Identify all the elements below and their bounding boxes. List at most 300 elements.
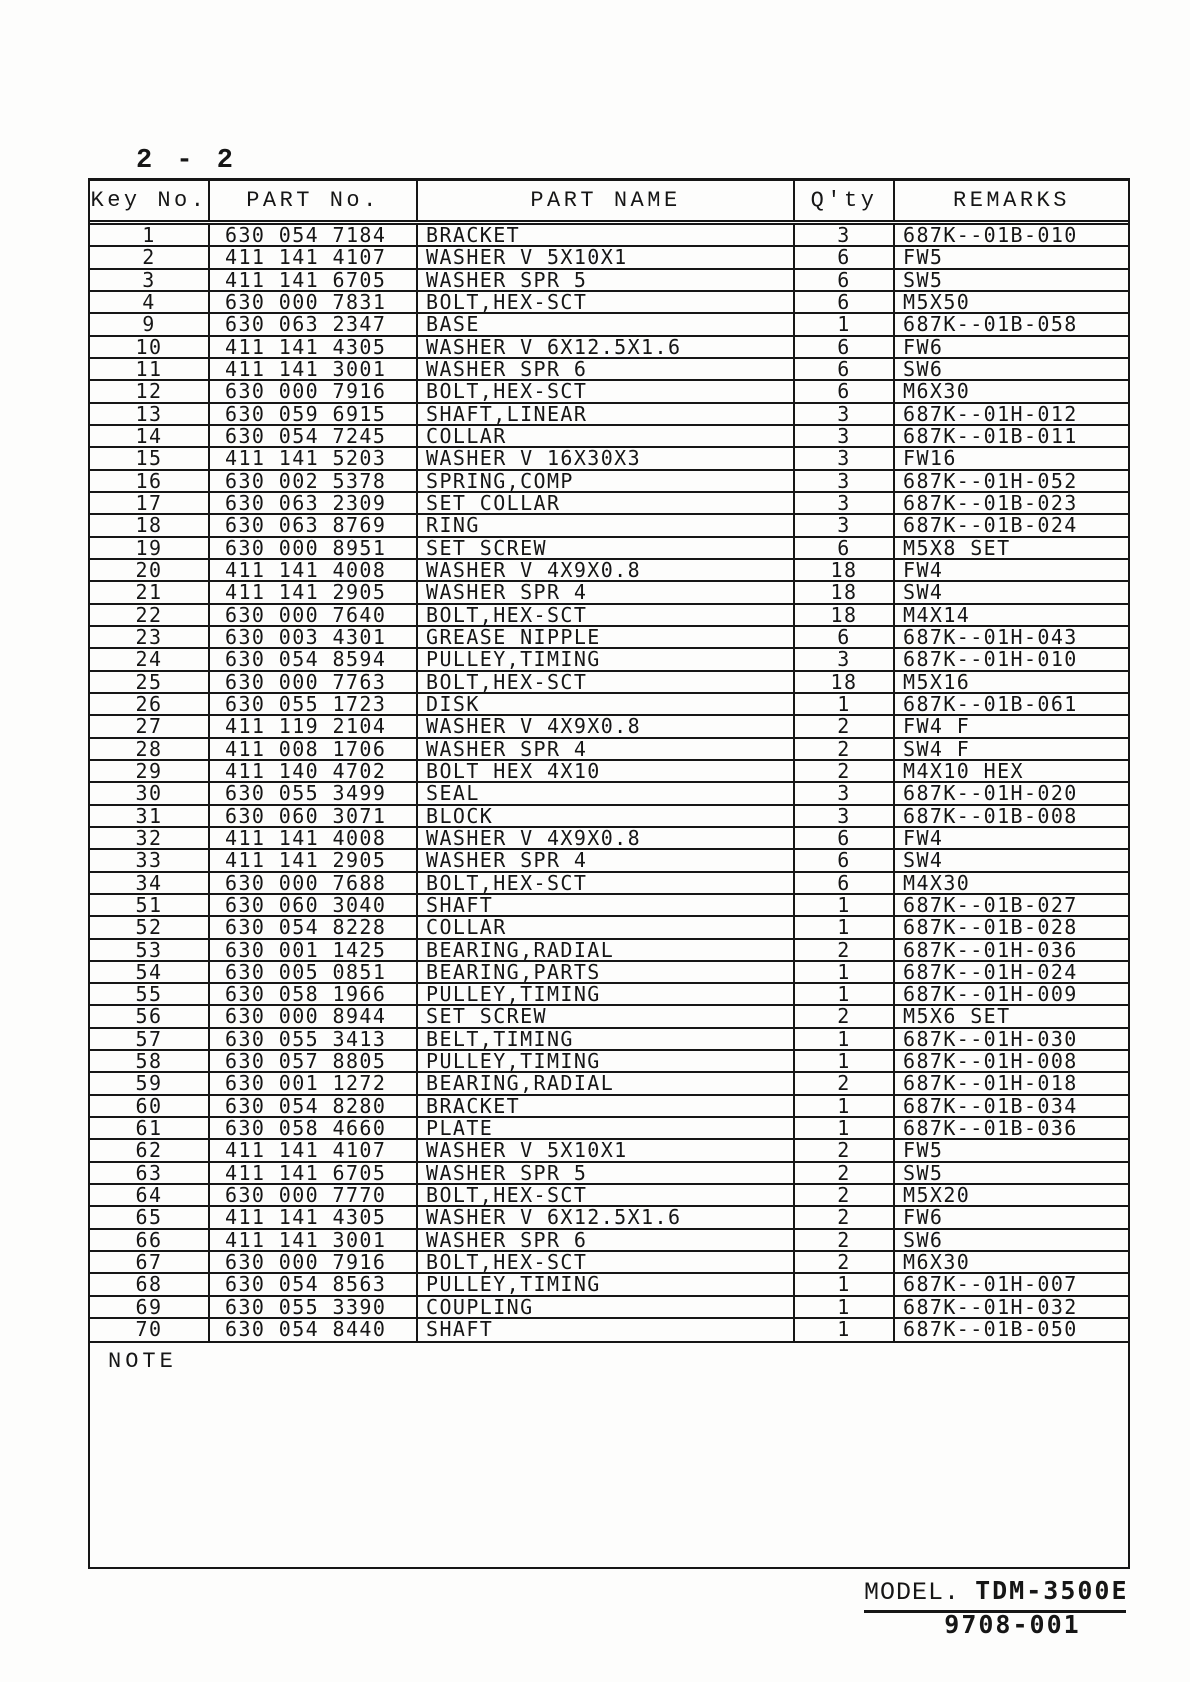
qty-cell: 3 (795, 225, 895, 245)
qty-cell: 6 (795, 247, 895, 267)
table-row (90, 1319, 1128, 1341)
part-name-cell: PULLEY,TIMING (418, 1051, 795, 1071)
key-no-cell: 64 (90, 1185, 210, 1205)
remarks-cell: M4X10 HEX (903, 760, 1024, 782)
table-row (90, 381, 1128, 403)
remarks-cell: 687K--01H-010 (903, 649, 1078, 670)
key-no-cell: 51 (90, 895, 210, 915)
table-row (90, 426, 1128, 448)
remarks-cell: SW4 (903, 582, 944, 603)
key-no-cell: 30 (90, 783, 210, 803)
part-name-cell: SHAFT (418, 1319, 795, 1341)
qty-cell: 1 (795, 895, 895, 915)
table-row (90, 694, 1128, 716)
key-no-cell: 58 (90, 1051, 210, 1071)
part-name-cell: WASHER V 5X10X1 (418, 247, 795, 267)
note-section (90, 1341, 1128, 1567)
table-row (90, 1274, 1128, 1296)
table-row (90, 1051, 1128, 1073)
qty-cell: 2 (795, 1006, 895, 1026)
key-no-cell: 10 (90, 337, 210, 357)
key-no-cell: 26 (90, 694, 210, 714)
remarks-cell: FW4 F (903, 716, 971, 737)
part-name-cell: BOLT,HEX-SCT (418, 672, 795, 692)
qty-cell: 2 (795, 739, 895, 759)
qty-cell: 6 (795, 381, 895, 401)
remarks-cell: M5X50 (903, 291, 971, 313)
part-no-cell: 411 141 4107 (210, 1140, 418, 1160)
part-no-cell: 630 055 3499 (210, 783, 418, 803)
table-row (90, 247, 1128, 269)
part-no-cell: 630 063 8769 (210, 515, 418, 535)
key-no-cell: 9 (90, 314, 210, 334)
part-name-cell: GREASE NIPPLE (418, 627, 795, 647)
part-name-cell: BOLT,HEX-SCT (418, 381, 795, 401)
remarks-cell: 687K--01H-020 (903, 783, 1078, 804)
key-no-cell: 57 (90, 1029, 210, 1049)
qty-cell: 6 (795, 828, 895, 848)
table-row (90, 716, 1128, 738)
part-name-cell: WASHER V 5X10X1 (418, 1140, 795, 1160)
model-label: MODEL. (864, 1578, 961, 1607)
table-row (90, 582, 1128, 604)
table-row (90, 493, 1128, 515)
qty-cell: 3 (795, 806, 895, 826)
qty-cell: 2 (795, 1140, 895, 1160)
part-no-cell: 630 001 1272 (210, 1073, 418, 1093)
key-no-cell: 59 (90, 1073, 210, 1093)
table-row (90, 828, 1128, 850)
table-row (90, 1006, 1128, 1028)
part-name-cell: BEARING,RADIAL (418, 1073, 795, 1093)
qty-cell: 2 (795, 1207, 895, 1227)
part-name-cell: SHAFT,LINEAR (418, 404, 795, 424)
part-no-cell: 411 141 3001 (210, 359, 418, 379)
part-no-cell: 630 058 1966 (210, 984, 418, 1004)
key-no-cell: 21 (90, 582, 210, 602)
part-name-cell: BEARING,PARTS (418, 962, 795, 982)
table-row (90, 471, 1128, 493)
part-name-cell: WASHER V 6X12.5X1.6 (418, 337, 795, 357)
key-no-cell: 3 (90, 270, 210, 290)
remarks-cell: FW6 (903, 336, 944, 357)
key-no-cell: 67 (90, 1252, 210, 1272)
part-name-cell: WASHER V 4X9X0.8 (418, 716, 795, 736)
remarks-cell: 687K--01B-011 (903, 425, 1078, 447)
key-no-cell: 19 (90, 538, 210, 558)
key-no-cell: 56 (90, 1006, 210, 1026)
table-row (90, 270, 1128, 292)
part-name-cell: BOLT,HEX-SCT (418, 1252, 795, 1272)
part-no-cell: 630 060 3071 (210, 806, 418, 826)
table-row (90, 1073, 1128, 1095)
part-no-cell: 411 141 4107 (210, 247, 418, 267)
qty-cell: 18 (795, 560, 895, 580)
key-no-cell: 33 (90, 850, 210, 870)
remarks-cell: 687K--01H-030 (903, 1028, 1078, 1050)
qty-cell: 3 (795, 426, 895, 446)
column-header-key-no: Key No. (90, 181, 210, 220)
key-no-cell: 66 (90, 1230, 210, 1250)
table-row (90, 1140, 1128, 1162)
qty-cell: 1 (795, 1118, 895, 1138)
key-no-cell: 53 (90, 940, 210, 960)
key-no-cell: 54 (90, 962, 210, 982)
key-no-cell: 14 (90, 426, 210, 446)
part-no-cell: 630 000 8951 (210, 538, 418, 558)
part-name-cell: WASHER SPR 4 (418, 850, 795, 870)
document-number: 9708-001 (944, 1610, 1081, 1639)
table-row (90, 515, 1128, 537)
part-name-cell: WASHER SPR 6 (418, 359, 795, 379)
table-row (90, 917, 1128, 939)
part-name-cell: SET COLLAR (418, 493, 795, 513)
part-no-cell: 411 119 2104 (210, 716, 418, 736)
part-no-cell: 630 002 5378 (210, 471, 418, 491)
part-no-cell: 411 141 5203 (210, 448, 418, 468)
qty-cell: 6 (795, 850, 895, 870)
table-row (90, 783, 1128, 805)
part-name-cell: COLLAR (418, 917, 795, 937)
model-line (864, 1576, 1129, 1613)
key-no-cell: 52 (90, 917, 210, 937)
part-no-cell: 411 141 4305 (210, 1207, 418, 1227)
part-name-cell: BRACKET (418, 1096, 795, 1116)
part-no-cell: 630 000 7763 (210, 672, 418, 692)
table-row (90, 337, 1128, 359)
table-row (90, 1185, 1128, 1207)
part-no-cell: 630 000 7688 (210, 873, 418, 893)
part-no-cell: 630 000 7640 (210, 605, 418, 625)
qty-cell: 3 (795, 404, 895, 424)
remarks-cell: FW4 (903, 559, 944, 581)
table-row (90, 1207, 1128, 1229)
part-no-cell: 630 055 3413 (210, 1029, 418, 1049)
note-label: NOTE (108, 1349, 177, 1375)
remarks-cell: 687K--01H-008 (903, 1051, 1078, 1072)
part-name-cell: PLATE (418, 1118, 795, 1138)
part-no-cell: 630 063 2309 (210, 493, 418, 513)
remarks-cell: 687K--01H-012 (903, 403, 1078, 424)
part-name-cell: PULLEY,TIMING (418, 1274, 795, 1294)
remarks-cell: 687K--01B-036 (903, 1118, 1078, 1139)
table-row (90, 538, 1128, 560)
key-no-cell: 20 (90, 560, 210, 580)
part-name-cell: BLOCK (418, 806, 795, 826)
qty-cell: 6 (795, 270, 895, 290)
part-no-cell: 630 055 3390 (210, 1297, 418, 1317)
column-header-qty: Q'ty (795, 181, 895, 220)
part-no-cell: 630 054 7245 (210, 426, 418, 446)
remarks-cell: 687K--01H-009 (903, 984, 1078, 1005)
part-name-cell: PULLEY,TIMING (418, 984, 795, 1004)
key-no-cell: 11 (90, 359, 210, 379)
table-row (90, 739, 1128, 761)
remarks-cell: SW4 (903, 850, 944, 871)
part-name-cell: BOLT,HEX-SCT (418, 292, 795, 312)
remarks-cell: 687K--01H-052 (903, 470, 1078, 491)
part-no-cell: 411 008 1706 (210, 739, 418, 759)
page-number-label: 2 - 2 (136, 146, 238, 176)
key-no-cell: 68 (90, 1274, 210, 1294)
remarks-cell: 687K--01B-024 (903, 515, 1078, 536)
table-row (90, 1029, 1128, 1051)
key-no-cell: 1 (90, 225, 210, 245)
key-no-cell: 25 (90, 672, 210, 692)
key-no-cell: 69 (90, 1297, 210, 1317)
part-name-cell: SEAL (418, 783, 795, 803)
parts-table (88, 178, 1130, 1569)
remarks-cell: 687K--01B-028 (903, 917, 1078, 938)
part-name-cell: WASHER SPR 5 (418, 270, 795, 290)
key-no-cell: 4 (90, 292, 210, 312)
part-no-cell: 630 054 8563 (210, 1274, 418, 1294)
remarks-cell: M5X20 (903, 1185, 971, 1206)
qty-cell: 1 (795, 1029, 895, 1049)
qty-cell: 1 (795, 1274, 895, 1294)
remarks-cell: SW5 (903, 1162, 944, 1184)
table-header-row (90, 181, 1128, 225)
remarks-cell: FW6 (903, 1207, 944, 1228)
remarks-cell: 687K--01B-058 (903, 314, 1078, 335)
column-header-part-name: PART NAME (418, 181, 795, 220)
remarks-cell: 687K--01H-043 (903, 626, 1078, 648)
part-name-cell: BASE (418, 314, 795, 334)
key-no-cell: 15 (90, 448, 210, 468)
table-row (90, 560, 1128, 582)
key-no-cell: 32 (90, 828, 210, 848)
qty-cell: 6 (795, 359, 895, 379)
remarks-cell: 687K--01H-018 (903, 1073, 1078, 1094)
part-no-cell: 411 141 6705 (210, 270, 418, 290)
table-row (90, 806, 1128, 828)
part-name-cell: BOLT,HEX-SCT (418, 1185, 795, 1205)
table-row (90, 225, 1128, 247)
table-row (90, 1230, 1128, 1252)
table-row (90, 895, 1128, 917)
part-no-cell: 411 141 4008 (210, 560, 418, 580)
key-no-cell: 62 (90, 1140, 210, 1160)
remarks-cell: M4X14 (903, 604, 971, 625)
part-no-cell: 630 003 4301 (210, 627, 418, 647)
key-no-cell: 24 (90, 649, 210, 669)
part-no-cell: 630 000 7916 (210, 1252, 418, 1272)
part-name-cell: WASHER SPR 4 (418, 739, 795, 759)
table-row (90, 605, 1128, 627)
part-name-cell: WASHER V 4X9X0.8 (418, 828, 795, 848)
part-no-cell: 411 141 3001 (210, 1230, 418, 1250)
part-no-cell: 411 141 4008 (210, 828, 418, 848)
key-no-cell: 12 (90, 381, 210, 401)
remarks-cell: SW6 (903, 358, 944, 380)
remarks-cell: 687K--01B-027 (903, 894, 1078, 916)
part-no-cell: 630 001 1425 (210, 940, 418, 960)
part-no-cell: 630 054 8280 (210, 1096, 418, 1116)
part-name-cell: WASHER SPR 6 (418, 1230, 795, 1250)
remarks-cell: M5X8 SET (903, 537, 1011, 558)
column-header-part-no: PART No. (210, 181, 418, 220)
part-name-cell: COUPLING (418, 1297, 795, 1317)
part-name-cell: BOLT HEX 4X10 (418, 761, 795, 781)
key-no-cell: 29 (90, 761, 210, 781)
table-row (90, 404, 1128, 426)
remarks-cell: FW4 (903, 827, 944, 849)
qty-cell: 18 (795, 582, 895, 602)
remarks-cell: 687K--01H-007 (903, 1274, 1078, 1295)
key-no-cell: 17 (90, 493, 210, 513)
part-no-cell: 630 054 8440 (210, 1319, 418, 1341)
part-name-cell: PULLEY,TIMING (418, 649, 795, 669)
part-no-cell: 630 060 3040 (210, 895, 418, 915)
part-name-cell: BEARING,RADIAL (418, 940, 795, 960)
remarks-cell: FW16 (903, 448, 957, 469)
part-name-cell: WASHER V 16X30X3 (418, 448, 795, 468)
table-row (90, 761, 1128, 783)
qty-cell: 6 (795, 292, 895, 312)
part-no-cell: 630 055 1723 (210, 694, 418, 714)
qty-cell: 6 (795, 627, 895, 647)
part-no-cell: 411 141 2905 (210, 582, 418, 602)
table-body (90, 225, 1128, 1341)
part-name-cell: BOLT,HEX-SCT (418, 873, 795, 893)
remarks-cell: M4X30 (903, 872, 971, 893)
qty-cell: 2 (795, 716, 895, 736)
qty-cell: 1 (795, 984, 895, 1004)
qty-cell: 1 (795, 1096, 895, 1116)
qty-cell: 1 (795, 917, 895, 937)
part-name-cell: WASHER V 6X12.5X1.6 (418, 1207, 795, 1227)
key-no-cell: 31 (90, 806, 210, 826)
qty-cell: 1 (795, 314, 895, 334)
table-row (90, 448, 1128, 470)
part-name-cell: SHAFT (418, 895, 795, 915)
key-no-cell: 27 (90, 716, 210, 736)
part-no-cell: 630 058 4660 (210, 1118, 418, 1138)
key-no-cell: 70 (90, 1319, 210, 1341)
part-name-cell: RING (418, 515, 795, 535)
column-header-remarks: REMARKS (953, 188, 1070, 213)
remarks-cell: SW5 (903, 269, 944, 290)
part-name-cell: WASHER V 4X9X0.8 (418, 560, 795, 580)
key-no-cell: 61 (90, 1118, 210, 1138)
table-row (90, 962, 1128, 984)
remarks-cell: 687K--01B-008 (903, 805, 1078, 826)
qty-cell: 2 (795, 761, 895, 781)
remarks-cell: M5X6 SET (903, 1006, 1011, 1027)
table-row (90, 1252, 1128, 1274)
table-row (90, 359, 1128, 381)
part-name-cell: SET SCREW (418, 1006, 795, 1026)
qty-cell: 2 (795, 1073, 895, 1093)
part-no-cell: 411 141 6705 (210, 1163, 418, 1183)
qty-cell: 1 (795, 962, 895, 982)
remarks-cell: 687K--01B-010 (903, 225, 1078, 246)
key-no-cell: 55 (90, 984, 210, 1004)
table-row (90, 314, 1128, 336)
qty-cell: 2 (795, 1252, 895, 1272)
part-name-cell: BELT,TIMING (418, 1029, 795, 1049)
key-no-cell: 34 (90, 873, 210, 893)
part-name-cell: WASHER SPR 4 (418, 582, 795, 602)
part-no-cell: 630 063 2347 (210, 314, 418, 334)
part-no-cell: 630 054 8594 (210, 649, 418, 669)
part-no-cell: 630 000 7770 (210, 1185, 418, 1205)
table-row (90, 649, 1128, 671)
qty-cell: 2 (795, 940, 895, 960)
part-name-cell: SPRING,COMP (418, 471, 795, 491)
part-name-cell: SET SCREW (418, 538, 795, 558)
table-row (90, 292, 1128, 314)
table-row (90, 850, 1128, 872)
part-name-cell: COLLAR (418, 426, 795, 446)
part-name-cell: BRACKET (418, 225, 795, 245)
part-no-cell: 411 140 4702 (210, 761, 418, 781)
remarks-cell: 687K--01H-032 (903, 1296, 1078, 1318)
qty-cell: 2 (795, 1230, 895, 1250)
table-row (90, 940, 1128, 962)
qty-cell: 1 (795, 1051, 895, 1071)
key-no-cell: 2 (90, 247, 210, 267)
part-no-cell: 630 000 7916 (210, 381, 418, 401)
qty-cell: 3 (795, 493, 895, 513)
qty-cell: 18 (795, 605, 895, 625)
remarks-cell: 687K--01B-050 (903, 1319, 1078, 1342)
qty-cell: 3 (795, 783, 895, 803)
qty-cell: 3 (795, 448, 895, 468)
table-row (90, 984, 1128, 1006)
part-no-cell: 630 054 8228 (210, 917, 418, 937)
remarks-cell: M5X16 (903, 671, 971, 692)
model-value: TDM-3500E (975, 1576, 1129, 1605)
remarks-cell: 687K--01H-024 (903, 961, 1078, 983)
remarks-cell: M6X30 (903, 1252, 971, 1273)
part-no-cell: 630 059 6915 (210, 404, 418, 424)
remarks-cell: M6X30 (903, 381, 971, 402)
qty-cell: 2 (795, 1163, 895, 1183)
remarks-cell: 687K--01B-023 (903, 492, 1078, 514)
table-row (90, 1096, 1128, 1118)
part-no-cell: 411 141 2905 (210, 850, 418, 870)
key-no-cell: 60 (90, 1096, 210, 1116)
qty-cell: 6 (795, 873, 895, 893)
part-no-cell: 630 005 0851 (210, 962, 418, 982)
remarks-cell: SW4 F (903, 738, 971, 759)
part-name-cell: DISK (418, 694, 795, 714)
key-no-cell: 16 (90, 471, 210, 491)
part-name-cell: BOLT,HEX-SCT (418, 605, 795, 625)
remarks-cell: FW5 (903, 1140, 944, 1161)
part-no-cell: 630 000 7831 (210, 292, 418, 312)
part-no-cell: 630 000 8944 (210, 1006, 418, 1026)
table-row (90, 1118, 1128, 1140)
table-row (90, 672, 1128, 694)
remarks-cell: FW5 (903, 247, 944, 268)
remarks-cell: 687K--01B-034 (903, 1095, 1078, 1117)
qty-cell: 1 (795, 694, 895, 714)
key-no-cell: 65 (90, 1207, 210, 1227)
qty-cell: 6 (795, 337, 895, 357)
key-no-cell: 63 (90, 1163, 210, 1183)
qty-cell: 18 (795, 672, 895, 692)
key-no-cell: 28 (90, 739, 210, 759)
qty-cell: 1 (795, 1297, 895, 1317)
key-no-cell: 22 (90, 605, 210, 625)
remarks-cell: 687K--01H-036 (903, 939, 1078, 960)
qty-cell: 3 (795, 649, 895, 669)
qty-cell: 3 (795, 515, 895, 535)
table-row (90, 873, 1128, 895)
part-no-cell: 630 054 7184 (210, 225, 418, 245)
